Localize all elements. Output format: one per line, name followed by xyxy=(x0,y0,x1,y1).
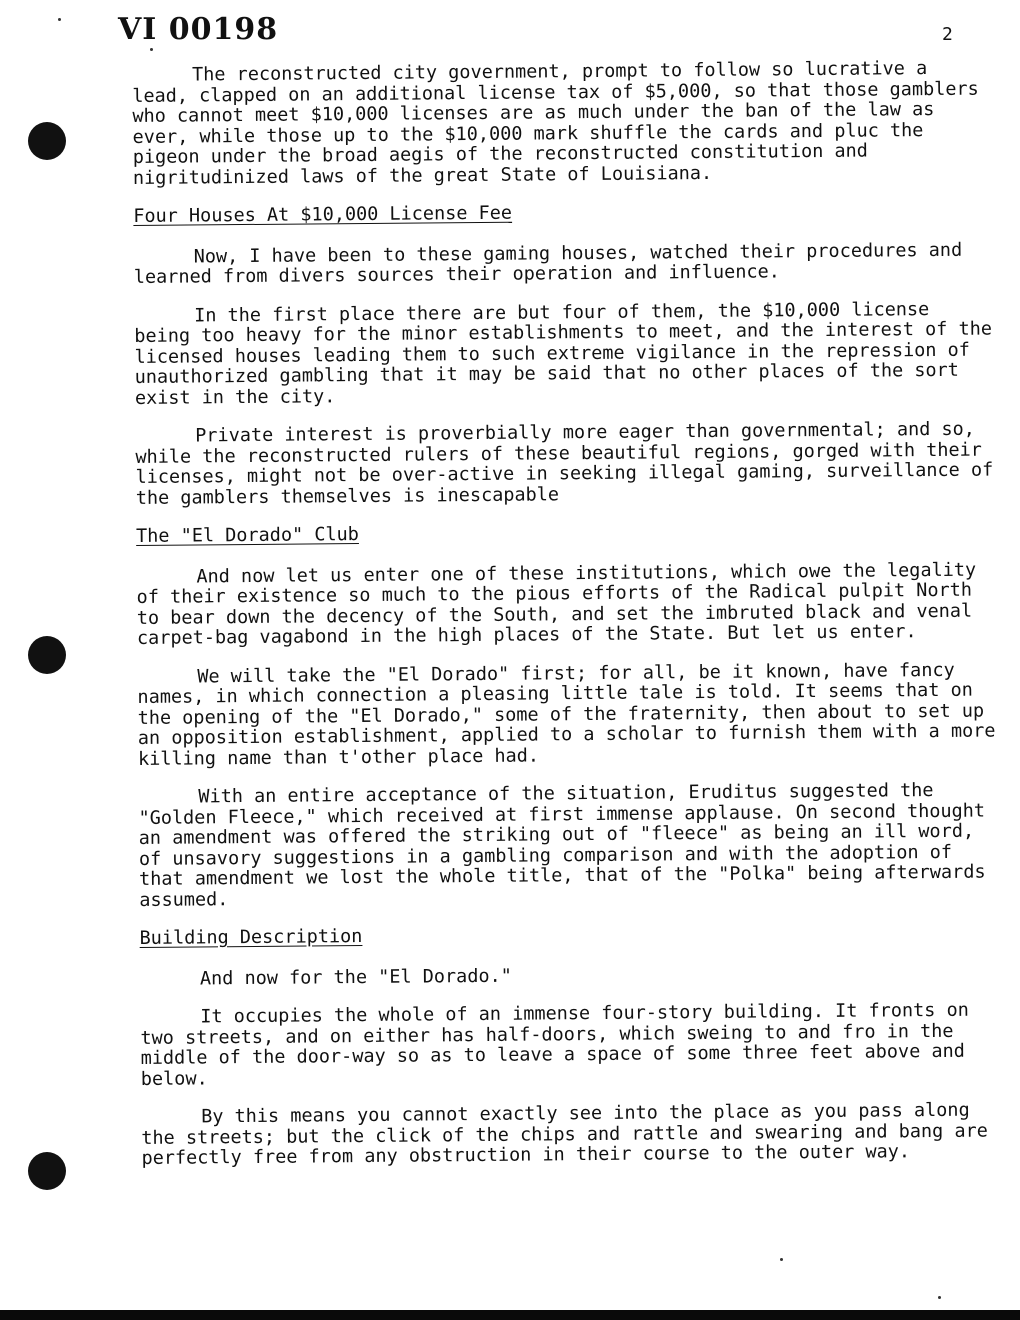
paragraph: The reconstructed city government, prompt to follow so lucrative a lead, clapped on an additional license tax of $5,000, so that those gamblers who cannot meet $10,000 licenses are as much under the ban of the law as ever, while those up to the $10,000 mark shuffle the cards and pluc the pigeon under the broad aegis of the reconstructed constitution and nigritudinized laws of the great State of Louisiana. xyxy=(132,58,979,189)
paragraph: By this means you cannot exactly see into the place as you pass along the streets; but the click of the chips and rattle and swearing and bang are perfectly free from any obstruction in their course to the outer way. xyxy=(141,1099,988,1169)
page-number: 2 xyxy=(942,24,953,45)
punch-hole-icon xyxy=(28,122,66,160)
paragraph: In the first place there are but four of them, the $10,000 license being too heavy for the minor establishments to meet, and the interest of the licensed houses leading them to such extreme vigilance in the repression of unauthorized gambling that it may be said that no other places of the sort exist in the city. xyxy=(134,298,993,409)
paragraph: It occupies the whole of an immense four-story building. It fronts on two streets, and on either has half-doors, which sweing to and fro in the middle of the door-way so as to leave a space of some three feet above and below. xyxy=(140,999,969,1090)
speck-mark xyxy=(150,48,153,51)
section-heading: The "El Dorado" Club xyxy=(136,524,359,547)
speck-mark xyxy=(58,18,61,21)
speck-mark xyxy=(780,1258,783,1261)
speck-mark xyxy=(938,1296,941,1299)
punch-hole-icon xyxy=(28,1152,66,1190)
section-heading: Building Description xyxy=(139,926,363,949)
paragraph: With an entire acceptance of the situation, Eruditus suggested the "Golden Fleece," which received at first immense applause. On second thought an amendment was offered the striking out of "fleece" as being an ill word, of unsavory suggestions in a gambling comparison and with the adoption of that amendment we lost the whole title, that of the "Polka" being afterwards assumed. xyxy=(138,780,986,911)
scan-edge-bar xyxy=(0,1310,1020,1320)
paragraph: And now for the "El Dorado." xyxy=(199,965,512,989)
paragraph: We will take the "El Dorado" first; for all, be it known, have fancy names, in which connection a pleasing little tale is told. It seems that on the opening of the "El Dorado," some of the fraternity, then about to set up an opposition establishment, applied to a scholar to furnish them with a more killing name than t'other place had. xyxy=(137,659,996,770)
paragraph: And now let us enter one of these institutions, which owe the legality of their existence so much to the pious efforts of the Radical pulpit North to bear down the decency of the South, and set the imbruted black and venal carpet-bag vagabond in the high places of the State. But let us enter. xyxy=(136,559,977,649)
paragraph: Now, I have been to these gaming houses, watched their procedures and learned from divers sources their operation and influence. xyxy=(133,239,963,288)
section-heading: Four Houses At $10,000 License Fee xyxy=(133,202,513,227)
body-text xyxy=(132,58,1002,1187)
paragraph: Private interest is proverbially more eager than governmental; and so, while the reconstructed rulers of these beautiful regions, gorged with their licenses, might not be over-active in seeking illegal gaming, surveillance of the gamblers themselves is inescapable xyxy=(135,418,994,509)
punch-hole-icon xyxy=(28,636,66,674)
document-id: VI 00198 xyxy=(118,12,279,47)
